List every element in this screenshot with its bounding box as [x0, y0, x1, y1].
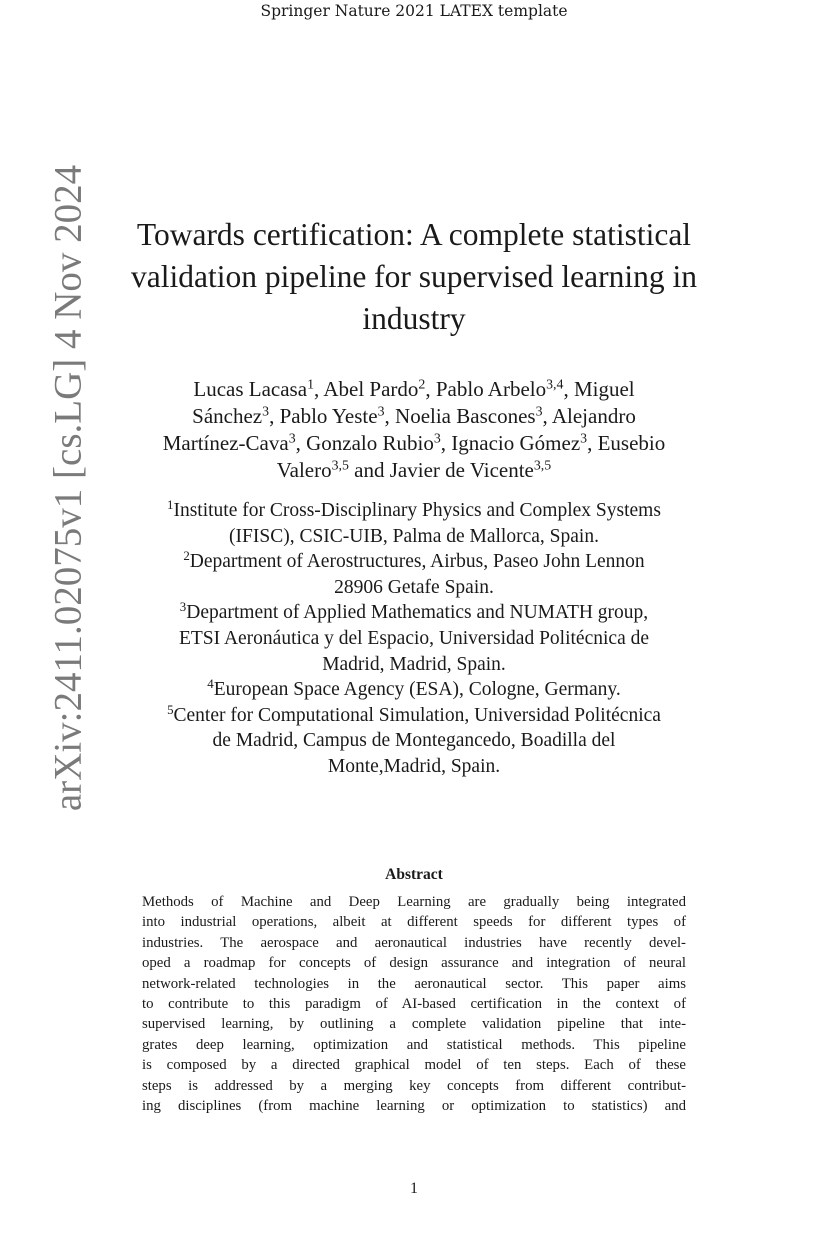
author-line [100, 376, 728, 403]
affiliation-number: 5 [167, 702, 174, 717]
abstract-line: ing disciplines (from machine learning or optimization to statistics) and [142, 1098, 686, 1115]
author-affiliation-mark: 3 [377, 403, 385, 419]
title-line: Towards certification: A complete statistical [136, 217, 692, 252]
affiliation-list [90, 498, 738, 780]
affiliation-text: (IFISC), CSIC-UIB, Palma de Mallorca, Spain. [229, 525, 599, 547]
abstract-line: network-related technologies in the aeronautical sector. This paper aims [142, 975, 686, 992]
abstract-line: steps is addressed by a merging key concepts from different contribut- [142, 1077, 686, 1094]
author-name: Noelia Bascones [395, 404, 536, 428]
author-affiliation-mark: 3,4 [546, 376, 564, 392]
affiliation-line [90, 626, 738, 652]
abstract-line: supervised learning, by outlining a complete validation pipeline that inte- [142, 1016, 686, 1033]
affiliation-line [90, 652, 738, 678]
affiliation-text: Department of Applied Mathematics and NUMATH group, [186, 602, 649, 624]
affiliation-line [90, 600, 738, 626]
author-affiliation-mark: 1 [307, 376, 314, 392]
author-affiliation-mark: 3 [433, 430, 441, 446]
author-separator: , [269, 404, 280, 428]
author-name: Lucas Lacasa [193, 377, 308, 401]
affiliation-text: Department of Aerostructures, Airbus, Paseo John Lennon [189, 551, 645, 573]
author-name: Abel Pardo [323, 377, 419, 401]
author-name: Sánchez [192, 404, 263, 428]
author-name: Martínez-Cava [162, 431, 289, 455]
author-list [100, 376, 728, 484]
author-affiliation-mark: 3,5 [533, 457, 552, 473]
affiliation-line [90, 524, 738, 550]
affiliation-text: Madrid, Madrid, Spain. [322, 653, 506, 675]
affiliation-line [90, 754, 738, 780]
author-name: Javier de Vicente [389, 458, 534, 482]
author-affiliation-mark: 3,5 [331, 457, 349, 473]
abstract-body [142, 892, 686, 1116]
author-separator: , [384, 404, 396, 428]
affiliation-number: 4 [207, 677, 214, 692]
author-separator: and [348, 458, 390, 482]
paper-title [110, 214, 718, 340]
title-line: industry [362, 301, 466, 336]
affiliation-line [90, 728, 738, 754]
author-separator: , Eusebio [587, 431, 666, 455]
author-name: Ignacio Gómez [451, 431, 581, 455]
abstract-line: Methods of Machine and Deep Learning are gradually being integrated [142, 894, 686, 910]
affiliation-line [90, 498, 738, 524]
author-separator: , [440, 431, 452, 455]
abstract-line: industries. The aerospace and aeronautical industries have recently devel- [142, 934, 686, 951]
arxiv-identifier-stamp: arXiv:2411.02075v1 [cs.LG] 4 Nov 2024 [46, 164, 90, 812]
running-header: Springer Nature 2021 LATEX template [260, 2, 568, 20]
abstract-heading: Abstract [385, 866, 443, 883]
abstract-line: into industrial operations, albeit at different speeds for different types of [142, 914, 686, 931]
author-separator: , [295, 431, 307, 455]
author-affiliation-mark: 3 [580, 430, 588, 446]
author-name: Gonzalo Rubio [306, 431, 434, 455]
affiliation-text: ETSI Aeronáutica y del Espacio, Universidad Politécnica de [178, 627, 650, 649]
abstract-line: oped a roadmap for concepts of design assurance and integration of neural [142, 955, 686, 972]
author-separator: , Alejandro [542, 404, 636, 428]
author-line [100, 430, 728, 457]
author-name: Pablo Arbelo [435, 377, 547, 401]
affiliation-text: Institute for Cross-Disciplinary Physics and Complex Systems [173, 500, 661, 521]
abstract-line: is composed by a directed graphical model of ten steps. Each of these [142, 1057, 686, 1074]
author-affiliation-mark: 2 [418, 376, 426, 392]
author-separator: , [314, 377, 324, 401]
abstract-line: to contribute to this paradigm of AI-based certification in the context of [142, 996, 686, 1013]
affiliation-line [90, 549, 738, 575]
affiliation-text: 28906 Getafe Spain. [334, 576, 494, 598]
author-separator: , Miguel [563, 377, 635, 401]
author-name: Pablo Yeste [279, 404, 378, 428]
abstract-line: grates deep learning, optimization and statistical methods. This pipeline [142, 1036, 686, 1053]
author-name: Valero [276, 458, 332, 482]
affiliation-text: Center for Computational Simulation, Universidad Politécnica [173, 704, 661, 726]
page-number: 1 [410, 1180, 418, 1197]
author-affiliation-mark: 3 [288, 430, 296, 446]
affiliation-number: 1 [167, 497, 174, 512]
affiliation-number: 3 [179, 600, 187, 615]
title-line: validation pipeline for supervised learning in [131, 259, 697, 294]
author-line [100, 403, 728, 430]
affiliation-line [90, 703, 738, 729]
author-separator: , [425, 377, 436, 401]
affiliation-number: 2 [183, 549, 190, 564]
affiliation-line [90, 575, 738, 601]
affiliation-line [90, 677, 738, 703]
affiliation-text: de Madrid, Campus de Montegancedo, Boadilla del [212, 730, 616, 752]
author-line [100, 457, 728, 484]
affiliation-text: Monte,Madrid, Spain. [327, 755, 501, 777]
affiliation-text: European Space Agency (ESA), Cologne, Germany. [213, 679, 621, 701]
author-affiliation-mark: 3 [535, 403, 543, 419]
author-affiliation-mark: 3 [262, 403, 270, 419]
